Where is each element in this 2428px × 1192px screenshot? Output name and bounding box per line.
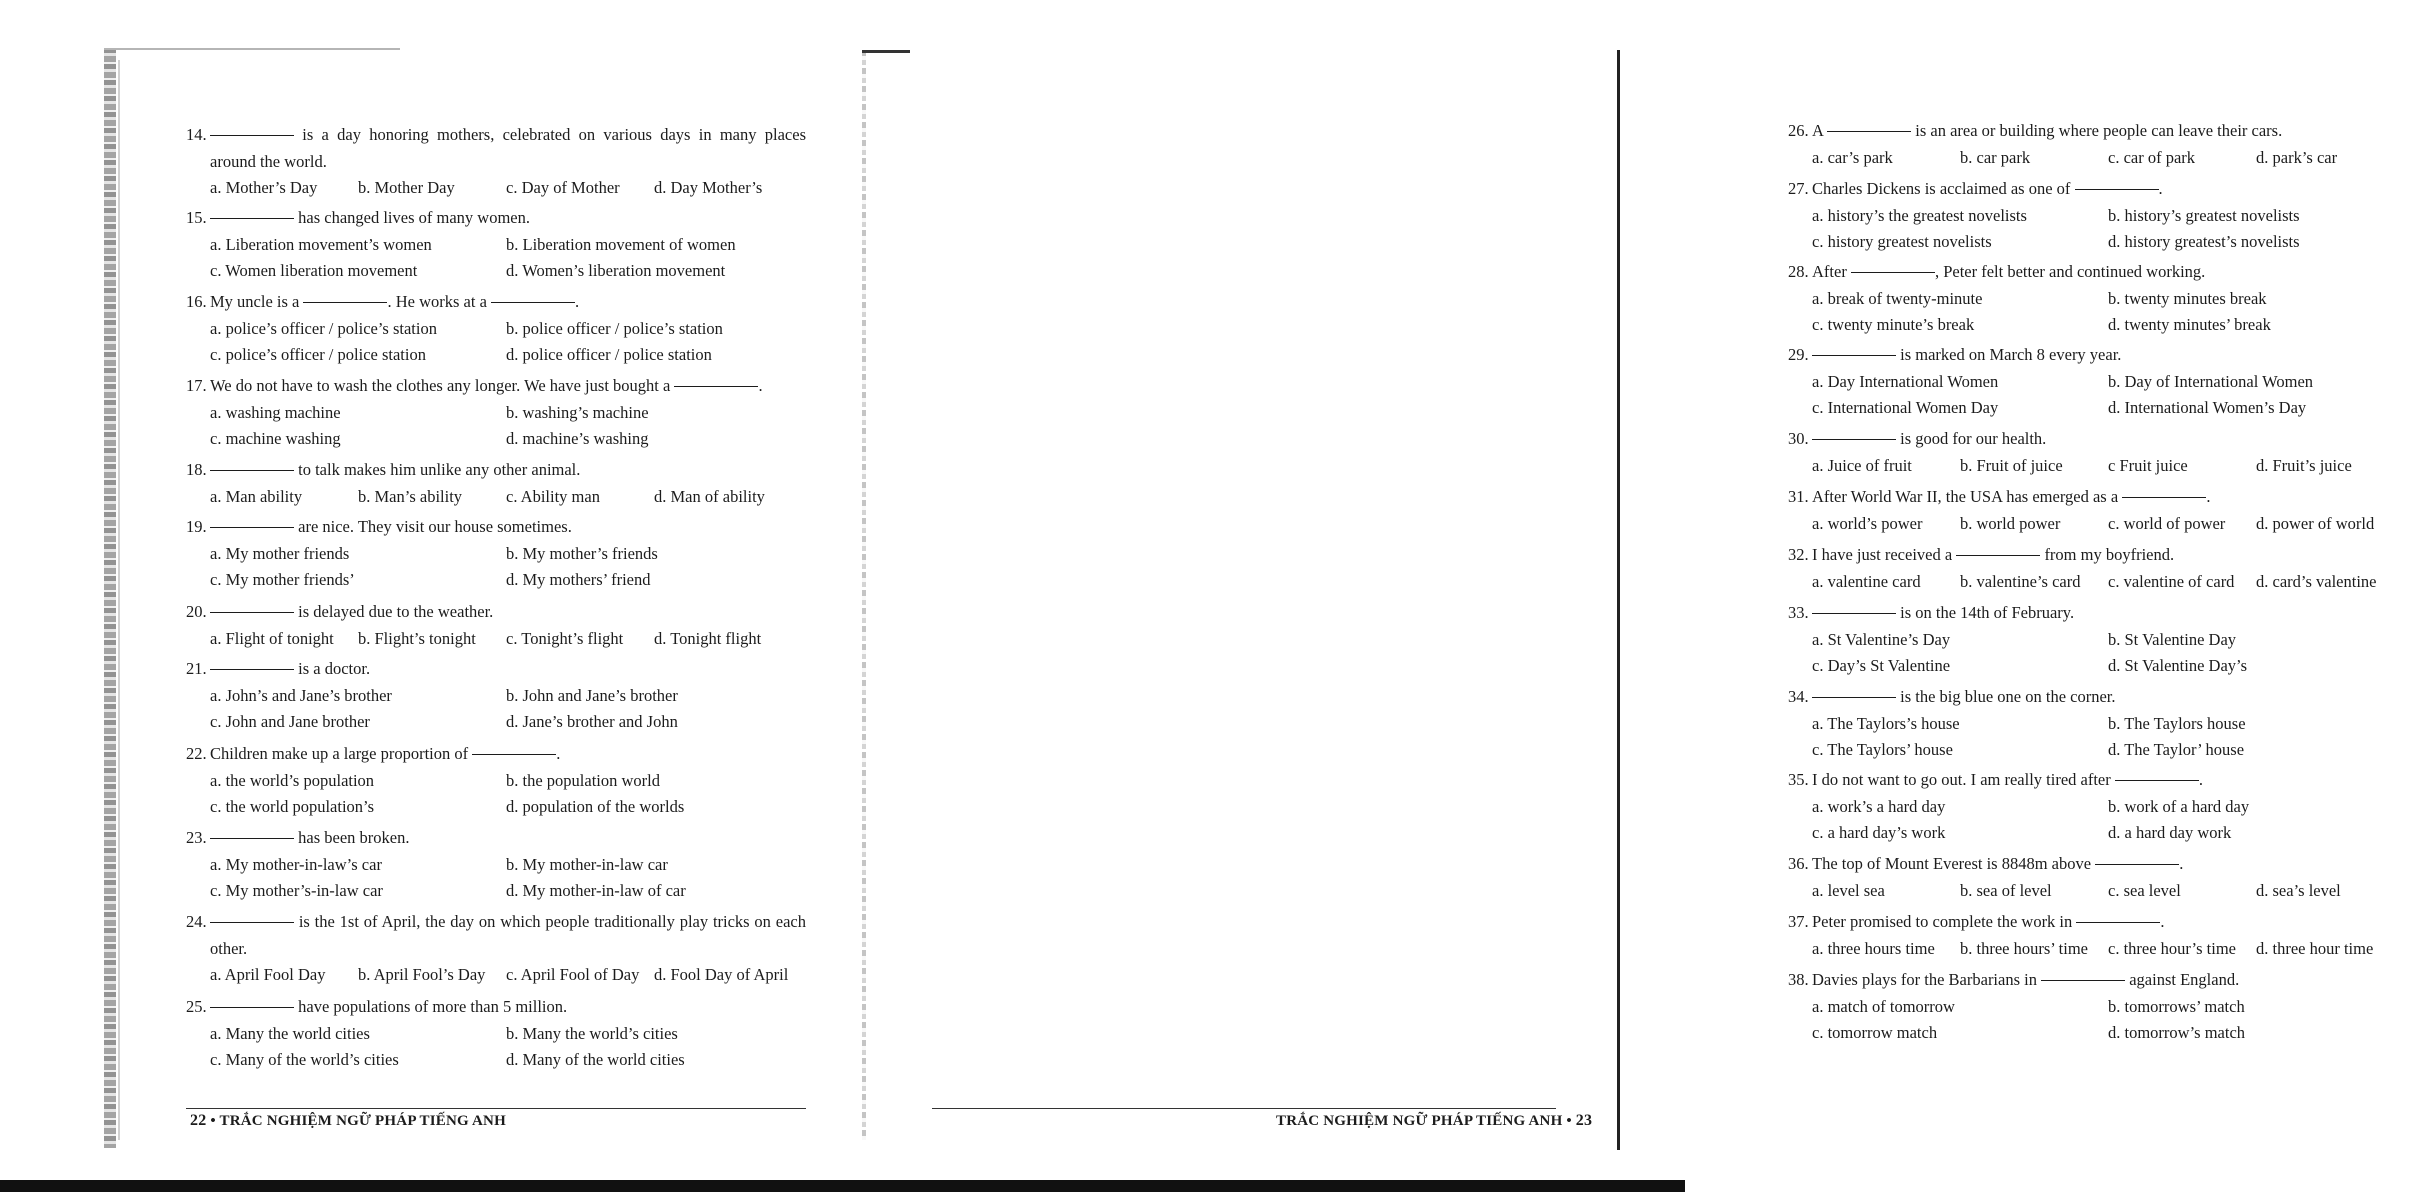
answer-options [186,626,806,653]
stem-text: is the 1st of April, the day on which people traditionally play tricks on each other. [210,912,806,958]
answer-option: b. history’s greatest novelists [2108,205,2300,225]
answer-option: a. valentine card [1812,571,1921,591]
question-15 [186,205,806,285]
stem-text: has changed lives of many women. [298,208,530,227]
question-number: 37. [1788,912,1809,931]
question-stem [1788,967,2428,994]
question-24 [186,909,806,989]
question-33 [1788,600,2428,680]
footer-right [1276,1112,1592,1130]
answer-option: c. April Fool of Day [506,965,640,984]
answer-option: b. police officer / police’s station [506,318,723,338]
question-16 [186,289,806,369]
question-38 [1788,967,2428,1047]
answer-blank [1827,131,1911,132]
footer-rule-left [186,1108,806,1109]
answer-blank [210,1007,294,1008]
answer-option: d. a hard day work [2108,823,2232,842]
answer-option: b. My mother’s friends [506,543,658,563]
question-number: 20. [186,602,207,621]
right-page [860,0,2377,1192]
answer-option: d. Many of the world cities [506,1050,685,1069]
answer-blank [210,612,294,613]
question-stem [186,994,806,1021]
answer-option: c. machine washing [210,429,341,448]
answer-option: c. My mother’s-in-law car [210,881,383,900]
question-number: 18. [186,460,207,479]
answer-options [186,962,806,989]
stem-text: is a day honoring mothers, celebrated on various days in many places around the world. [210,125,806,171]
answer-option: c. world of power [2108,513,2226,533]
answer-option: a. Man ability [210,486,303,506]
stem-text: from my boyfriend. [2044,545,2175,564]
answer-option: c. Women liberation movement [210,261,418,280]
answer-option: d. Women’s liberation movement [506,261,726,280]
answer-option: b. St Valentine Day [2108,629,2237,649]
answer-option: a. match of tomorrow [1812,996,1955,1016]
answer-option: b. twenty minutes break [2108,288,2267,308]
stem-text: against England. [2129,970,2240,989]
answer-option: c Fruit juice [2108,455,2188,475]
answer-blank [1812,439,1896,440]
answer-option: c. John and Jane brother [210,712,370,731]
answer-option: b. Many the world’s cities [506,1023,678,1043]
stem-text: have populations of more than 5 million. [298,997,568,1016]
stem-text: is an area or building where people can leave their cars. [1915,121,2283,140]
question-stem [186,289,806,316]
stem-text: is a doctor. [298,659,371,678]
answer-option: a. work’s a hard day [1812,796,1946,816]
question-stem [186,741,806,768]
footer-rule-right [932,1108,1556,1109]
answer-blank [210,527,294,528]
stem-text: , Peter felt better and continued working. [1934,262,2206,281]
answer-option: a. The Taylors’s house [1812,713,1960,733]
question-25 [186,994,806,1074]
question-stem [1788,542,2428,569]
answer-option: d. My mother-in-law of car [506,881,686,900]
answer-blank [2115,780,2199,781]
answer-blank [2041,980,2125,981]
answer-option: c. Tonight’s flight [506,628,624,648]
question-number: 35. [1788,770,1809,789]
answer-blank [210,838,294,839]
question-28 [1788,259,2428,339]
answer-options [1788,878,2428,905]
question-21 [186,656,806,736]
answer-blank [2076,922,2160,923]
answer-option: a. three hours time [1812,938,1935,958]
question-22 [186,741,806,821]
question-30 [1788,426,2428,479]
question-20 [186,599,806,652]
answer-blank [1956,555,2040,556]
question-stem [1788,600,2428,627]
answer-blank [210,135,294,136]
stem-text: is good for our health. [1900,429,2047,448]
question-stem [186,205,806,232]
answer-option: a. Day International Women [1812,371,1999,391]
question-number: 28. [1788,262,1809,281]
question-37 [1788,909,2428,962]
answer-options [186,316,806,369]
answer-option: a. car’s park [1812,147,1893,167]
question-stem [186,825,806,852]
stem-text: . He works at a [387,292,487,311]
answer-option: c. three hour’s time [2108,938,2236,958]
question-34 [1788,684,2428,764]
answer-options [1788,286,2428,339]
stem-text: My uncle is a [210,292,300,311]
answer-option: b. Mother Day [358,178,455,197]
answer-blank [210,470,294,471]
question-stem [186,656,806,683]
answer-option: b. car park [1960,147,2031,167]
answer-option: c. car of park [2108,147,2196,167]
answer-option: c. The Taylors’ house [1812,740,1953,759]
answer-options [186,852,806,905]
footer-bullet: • [1566,1113,1572,1129]
answer-option: c. Ability man [506,486,600,506]
answer-option: b. sea of level [1960,880,2052,900]
answer-option: b. Man’s ability [358,486,463,506]
answer-options [186,175,806,202]
question-stem [1788,176,2428,203]
answer-options [186,683,806,736]
question-number: 27. [1788,179,1809,198]
answer-option: a. Many the world cities [210,1023,370,1043]
answer-option: d. Jane’s brother and John [506,712,678,731]
stem-text: . [556,744,561,763]
question-stem [186,122,806,175]
stem-text: We do not have to wash the clothes any longer. We have just bought a [210,376,671,395]
answer-option: b. Liberation movement of women [506,234,736,254]
answer-option: a. level sea [1812,880,1885,900]
stem-text: has been broken. [298,828,410,847]
answer-blank [303,302,387,303]
answer-blank [472,754,556,755]
answer-option: a. John’s and Jane’s brother [210,685,392,705]
answer-option: b. tomorrows’ match [2108,996,2245,1016]
answer-blank [2122,497,2206,498]
question-stem [1788,484,2428,511]
answer-option: d. three hour time [2256,938,2374,958]
answer-option: b. Day of International Women [2108,371,2314,391]
stem-text: . [2179,854,2184,873]
answer-option: a. My mother-in-law’s car [210,854,382,874]
question-29 [1788,342,2428,422]
question-number: 21. [186,659,207,678]
stem-text: to talk makes him unlike any other animal. [298,460,581,479]
question-stem [1788,909,2428,936]
answer-options [1788,711,2428,764]
stem-text: Peter promised to complete the work in [1812,912,2073,931]
stem-text: is delayed due to the weather. [298,602,494,621]
question-number: 24. [186,912,207,931]
stem-text: . [758,376,763,395]
answer-option: a. the world’s population [210,770,375,790]
answer-option: d. police officer / police station [506,345,712,364]
question-stem [1788,259,2428,286]
question-stem [186,599,806,626]
question-32 [1788,542,2428,595]
stem-text: . [575,292,580,311]
question-number: 17. [186,376,207,395]
answer-option: b. washing’s machine [506,402,649,422]
book-title: TRẮC NGHIỆM NGỮ PHÁP TIẾNG ANH [219,1113,506,1129]
stem-text: is the big blue one on the corner. [1900,687,2116,706]
answer-options [186,484,806,511]
stem-text: is on the 14th of February. [1900,603,2075,622]
stem-text: . [2158,179,2163,198]
question-27 [1788,176,2428,256]
answer-option: c. history greatest novelists [1812,232,1992,251]
question-number: 22. [186,744,207,763]
question-stem [1788,118,2428,145]
book-title: TRẮC NGHIỆM NGỮ PHÁP TIẾNG ANH [1276,1113,1563,1129]
answer-option: b. The Taylors house [2108,713,2246,733]
question-number: 36. [1788,854,1809,873]
answer-option: a. world’s power [1812,513,1923,533]
answer-option: c. tomorrow match [1812,1023,1938,1042]
answer-option: c. Many of the world’s cities [210,1050,399,1069]
answer-option: d. machine’s washing [506,429,649,448]
answer-option: d. St Valentine Day’s [2108,656,2248,675]
answer-option: b. Flight’s tonight [358,628,476,648]
question-number: 34. [1788,687,1809,706]
question-number: 25. [186,997,207,1016]
question-number: 29. [1788,345,1809,364]
question-number: 14. [186,125,207,144]
answer-option: b. world power [1960,513,2061,533]
answer-blank [2095,864,2179,865]
answer-blank [210,669,294,670]
answer-option: d. park’s car [2256,147,2338,167]
footer-bullet: • [210,1113,216,1129]
answer-option: c. a hard day’s work [1812,823,1946,842]
answer-option: d. Fool Day of April [654,965,789,984]
question-stem [186,457,806,484]
answer-option: d. Fruit’s juice [2256,455,2352,475]
stem-text: I have just received a [1812,545,1953,564]
answer-option: a. police’s officer / police’s station [210,318,437,338]
question-number: 19. [186,517,207,536]
answer-option: b. John and Jane’s brother [506,685,678,705]
answer-blank [1812,355,1896,356]
answer-option: a. history’s the greatest novelists [1812,205,2027,225]
answer-options [1788,203,2428,256]
question-number: 30. [1788,429,1809,448]
question-stem [186,909,806,962]
answer-options [1788,936,2428,963]
answer-option: c. the world population’s [210,797,375,816]
question-number: 32. [1788,545,1809,564]
answer-blank [1851,272,1935,273]
answer-option: c. Day’s St Valentine [1812,656,1951,675]
answer-option: c. police’s officer / police station [210,345,426,364]
stem-text: is marked on March 8 every year. [1900,345,2122,364]
answer-option: b. valentine’s card [1960,571,2081,591]
question-stem [1788,342,2428,369]
stem-text: . [2206,487,2211,506]
answer-options [1788,453,2428,480]
answer-option: a. St Valentine’s Day [1812,629,1951,649]
stem-text: are nice. They visit our house sometimes. [298,517,572,536]
left-page [0,0,860,1192]
stem-text: I do not want to go out. I am really tired after [1812,770,2111,789]
answer-option: d. power of world [2256,513,2375,533]
answer-option: d. International Women’s Day [2108,398,2307,417]
stem-text: The top of Mount Everest is 8848m above [1812,854,2092,873]
question-36 [1788,851,2428,904]
answer-option: d. tomorrow’s match [2108,1023,2246,1042]
answer-option: d. twenty minutes’ break [2108,315,2271,334]
question-stem [186,373,806,400]
stem-text: Children make up a large proportion of [210,744,469,763]
answer-option: b. work of a hard day [2108,796,2250,816]
answer-option: a. My mother friends [210,543,350,563]
answer-option: b. Fruit of juice [1960,455,2063,475]
answer-blank [2075,189,2159,190]
answer-option: d. card’s valentine [2256,571,2377,591]
answer-option: d. sea’s level [2256,880,2341,900]
question-number: 26. [1788,121,1809,140]
answer-option: c. valentine of card [2108,571,2235,591]
answer-options [186,541,806,594]
answer-option: a. Mother’s Day [210,178,318,197]
answer-option: d. Man of ability [654,486,765,506]
answer-option: a. April Fool Day [210,965,326,984]
answer-option: c. twenty minute’s break [1812,315,1975,334]
answer-blank [1812,613,1896,614]
question-number: 16. [186,292,207,311]
question-26 [1788,118,2428,171]
answer-blank [210,922,294,923]
answer-options [186,400,806,453]
answer-options [1788,794,2428,847]
question-stem [1788,851,2428,878]
question-number: 23. [186,828,207,847]
question-number: 15. [186,208,207,227]
answer-options [186,1021,806,1074]
answer-option: d. My mothers’ friend [506,570,651,589]
question-stem [1788,767,2428,794]
answer-option: c. Day of Mother [506,178,620,197]
answer-options [1788,569,2428,596]
answer-options [1788,369,2428,422]
answer-option: b. three hours’ time [1960,938,2088,958]
answer-option: c. sea level [2108,880,2181,900]
answer-option: a. Juice of fruit [1812,455,1912,475]
answer-option: b. April Fool’s Day [358,965,486,984]
answer-options [1788,627,2428,680]
stem-text: After World War II, the USA has emerged as a [1812,487,2119,506]
answer-options [1788,511,2428,538]
answer-option: a. break of twenty-minute [1812,288,1983,308]
question-17 [186,373,806,453]
answer-option: a. Flight of tonight [210,628,334,648]
stem-text: . [2160,912,2165,931]
stem-text: . [2198,770,2203,789]
question-23 [186,825,806,905]
answer-option: c. International Women Day [1812,398,1999,417]
question-19 [186,514,806,594]
page-number: 23 [1575,1112,1593,1129]
answer-option: d. Tonight flight [654,628,762,648]
footer-left [190,1112,506,1130]
stem-text: A [1812,121,1824,140]
question-number: 38. [1788,970,1809,989]
stem-text: Charles Dickens is acclaimed as one of [1812,179,2071,198]
answer-blank [491,302,575,303]
question-18 [186,457,806,510]
answer-option: d. population of the worlds [506,797,685,816]
answer-option: b. the population world [506,770,660,790]
question-stem [1788,684,2428,711]
question-stem [1788,426,2428,453]
question-number: 31. [1788,487,1809,506]
answer-option: d. Day Mother’s [654,178,763,197]
question-number: 33. [1788,603,1809,622]
question-stem [186,514,806,541]
answer-option: d. history greatest’s novelists [2108,232,2300,251]
answer-options [186,768,806,821]
answer-blank [674,386,758,387]
answer-option: c. My mother friends’ [210,570,355,589]
answer-option: d. The Taylor’ house [2108,740,2245,759]
answer-options [1788,994,2428,1047]
stem-text: Davies plays for the Barbarians in [1812,970,2037,989]
answer-option: a. Liberation movement’s women [210,234,432,254]
question-35 [1788,767,2428,847]
answer-option: a. washing machine [210,402,341,422]
question-14 [186,122,806,202]
stem-text: After [1812,262,1847,281]
question-31 [1788,484,2428,537]
answer-options [186,232,806,285]
page-number: 22 [190,1112,207,1129]
answer-blank [1812,697,1896,698]
answer-options [1788,145,2428,172]
answer-option: b. My mother-in-law car [506,854,668,874]
answer-blank [210,218,294,219]
